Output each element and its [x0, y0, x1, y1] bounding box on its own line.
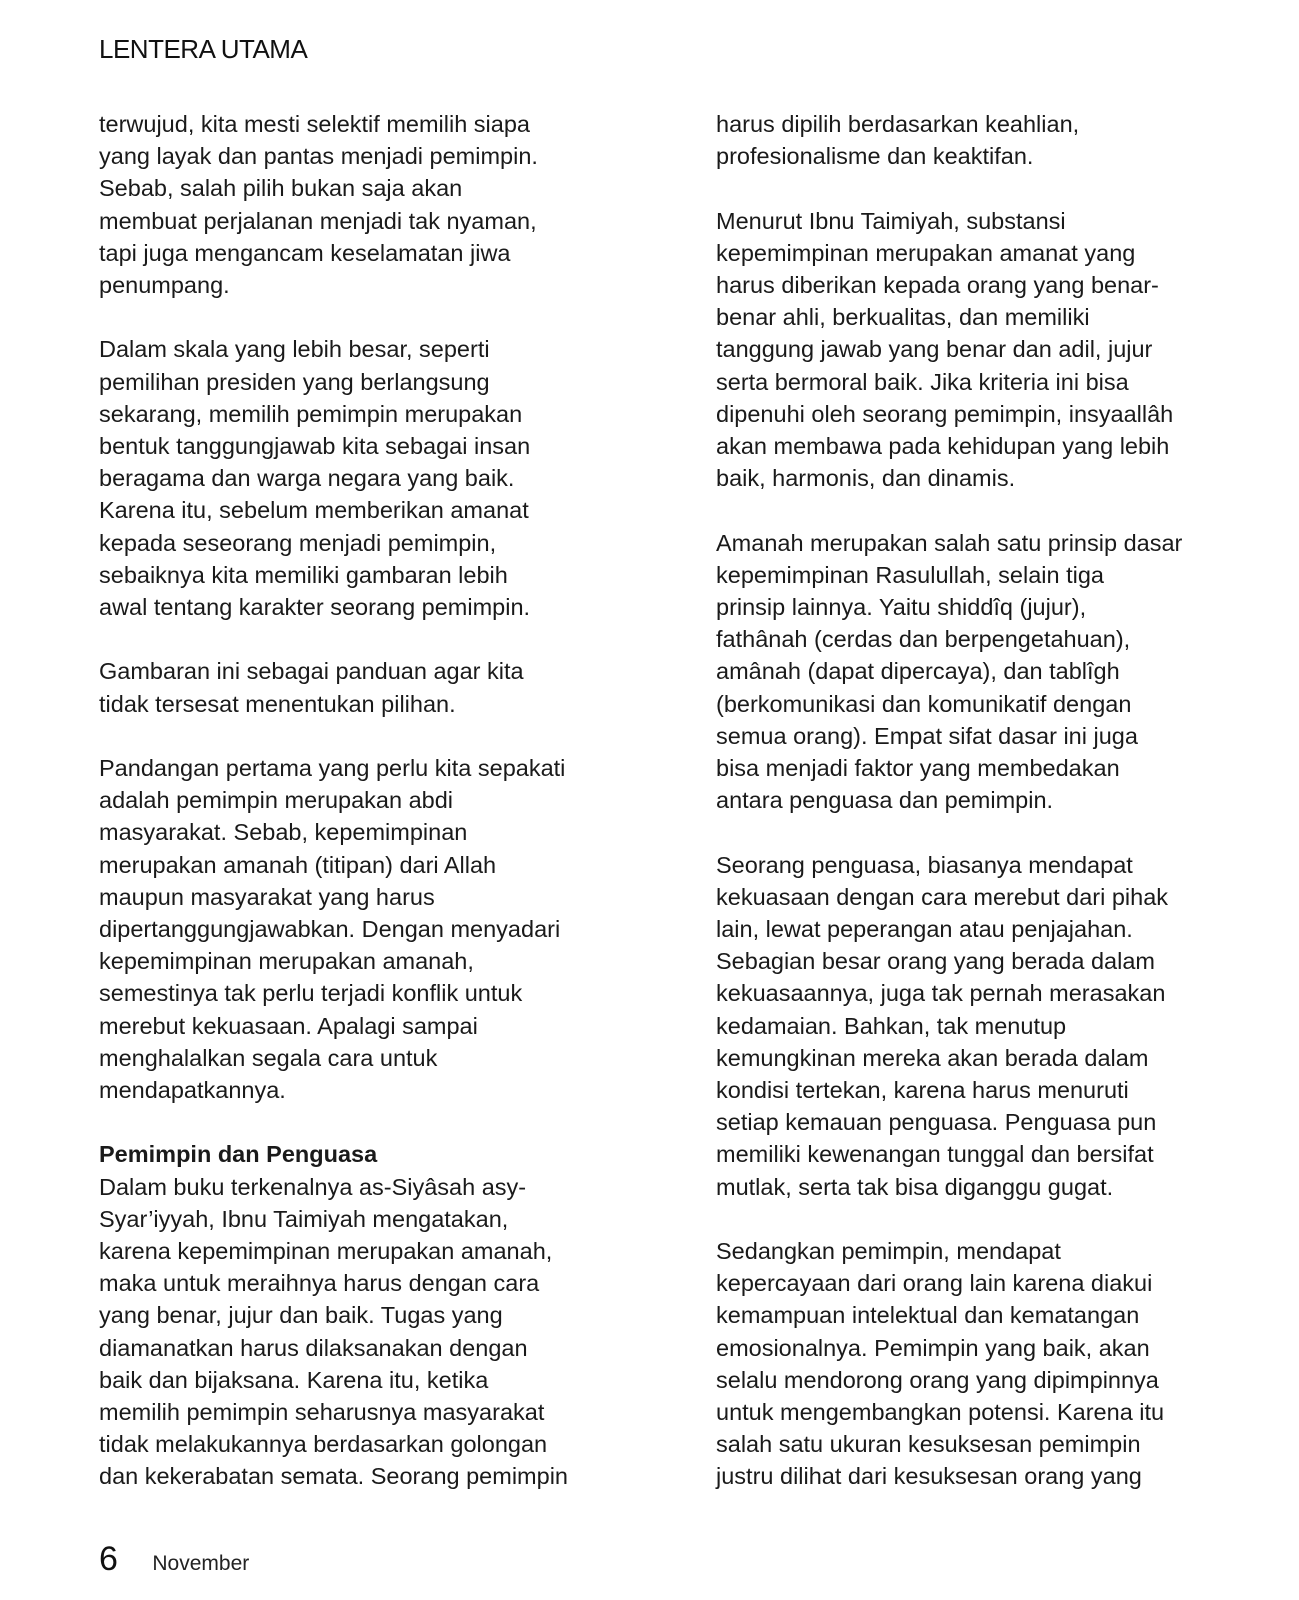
text-line: kemungkinan mereka akan berada dalam: [716, 1044, 1149, 1071]
text-line: semestinya tak perlu terjadi konflik untuk: [99, 980, 523, 1007]
text-line: membuat perjalanan menjadi tak nyaman,: [99, 207, 537, 234]
text-line: justru dilihat dari kesuksesan orang yang: [716, 1463, 1142, 1490]
text-line: antara penguasa dan pemimpin.: [716, 787, 1054, 814]
text-line: kepemimpinan Rasulullah, selain tiga: [716, 561, 1104, 588]
text-line: semua orang). Empat sifat dasar ini juga: [716, 722, 1138, 749]
text-line: lain, lewat peperangan atau penjajahan.: [716, 916, 1133, 943]
text-line: masyarakat. Sebab, kepemimpinan: [99, 819, 468, 846]
paragraph: [716, 108, 1246, 172]
section-heading: Pemimpin dan Penguasa: [99, 1141, 378, 1168]
text-line: Amanah merupakan salah satu prinsip dasar: [716, 529, 1183, 556]
paragraph: [99, 108, 619, 301]
text-line: dipenuhi oleh seorang pemimpin, insyaallâh: [716, 400, 1174, 427]
text-line: emosionalnya. Pemimpin yang baik, akan: [716, 1334, 1150, 1361]
paragraph: [716, 527, 1246, 817]
page-number: 6: [99, 1540, 118, 1578]
text-line: sekarang, memilih pemimpin merupakan: [99, 400, 523, 427]
text-line: kekuasaan dengan cara merebut dari pihak: [716, 883, 1169, 910]
text-line: dan kekerabatan semata. Seorang pemimpin: [99, 1463, 568, 1490]
text-line: Gambaran ini sebagai panduan agar kita: [99, 658, 524, 685]
text-line: selalu mendorong orang yang dipimpinnya: [716, 1366, 1159, 1393]
text-line: adalah pemimpin merupakan abdi: [99, 787, 454, 814]
text-line: harus dipilih berdasarkan keahlian,: [716, 111, 1080, 137]
text-line: amânah (dapat dipercaya), dan tablîgh: [716, 658, 1120, 685]
text-line: kepemimpinan merupakan amanah,: [99, 948, 474, 975]
paragraph: [716, 205, 1246, 495]
text-line: beragama dan warga negara yang baik.: [99, 465, 515, 492]
text-line: (berkomunikasi dan komunikatif dengan: [716, 690, 1132, 717]
issue-month: November: [152, 1552, 250, 1575]
text-line: salah satu ukuran kesuksesan pemimpin: [716, 1431, 1141, 1458]
section: [99, 1138, 619, 1492]
text-line: baik dan bijaksana. Karena itu, ketika: [99, 1366, 489, 1393]
paragraph: [716, 849, 1246, 1203]
text-line: setiap kemauan penguasa. Penguasa pun: [716, 1109, 1157, 1136]
text-line: kekuasaannya, juga tak pernah merasakan: [716, 980, 1166, 1007]
text-line: harus diberikan kepada orang yang benar-: [716, 272, 1159, 298]
text-line: akan membawa pada kehidupan yang lebih: [716, 433, 1170, 460]
text-line: mutlak, serta tak bisa diganggu gugat.: [716, 1173, 1114, 1200]
text-line: sebaiknya kita memiliki gambaran lebih: [99, 561, 508, 588]
text-line: pemilihan presiden yang berlangsung: [99, 368, 490, 395]
text-line: untuk mengembangkan potensi. Karena itu: [716, 1399, 1165, 1426]
text-line: kondisi tertekan, karena harus menuruti: [716, 1077, 1129, 1104]
text-line: mendapatkannya.: [99, 1077, 286, 1104]
text-line: fathânah (cerdas dan berpengetahuan),: [716, 626, 1131, 653]
text-line: terwujud, kita mesti selektif memilih siapa: [99, 111, 530, 137]
paragraph: [99, 655, 619, 719]
text-line: karena kepemimpinan merupakan amanah,: [99, 1238, 553, 1265]
text-line: memiliki kewenangan tunggal dan bersifat: [716, 1141, 1154, 1168]
text-line: serta bermoral baik. Jika kriteria ini bisa: [716, 368, 1129, 395]
text-line: tapi juga mengancam keselamatan jiwa: [99, 239, 511, 266]
text-line: Seorang penguasa, biasanya mendapat: [716, 851, 1133, 878]
text-line: kedamaian. Bahkan, tak menutup: [716, 1012, 1067, 1039]
text-line: menghalalkan segala cara untuk: [99, 1044, 438, 1071]
text-line: Dalam buku terkenalnya as-Siyâsah asy-: [99, 1173, 527, 1200]
text-line: bentuk tanggungjawab kita sebagai insan: [99, 433, 531, 460]
text-line: yang layak dan pantas menjadi pemimpin.: [99, 143, 538, 170]
text-line: Menurut Ibnu Taimiyah, substansi: [716, 207, 1066, 234]
text-line: tidak tersesat menentukan pilihan.: [99, 690, 456, 717]
text-line: Dalam skala yang lebih besar, seperti: [99, 336, 490, 363]
running-header: LENTERA UTAMA: [99, 34, 308, 64]
left-column: [99, 108, 619, 1525]
text-line: dipertanggungjawabkan. Dengan menyadari: [99, 916, 561, 943]
text-line: Syar’iyyah, Ibnu Taimiyah mengatakan,: [99, 1205, 509, 1232]
text-line: Pandangan pertama yang perlu kita sepakati: [99, 755, 566, 782]
text-line: bisa menjadi faktor yang membedakan: [716, 755, 1120, 782]
text-line: Sedangkan pemimpin, mendapat: [716, 1238, 1061, 1265]
text-line: memilih pemimpin seharusnya masyarakat: [99, 1399, 545, 1426]
text-line: Sebagian besar orang yang berada dalam: [716, 948, 1155, 975]
text-line: prinsip lainnya. Yaitu shiddîq (jujur),: [716, 594, 1087, 621]
text-line: maka untuk meraihnya harus dengan cara: [99, 1270, 540, 1297]
text-line: maupun masyarakat yang harus: [99, 883, 435, 910]
paragraph: [99, 752, 619, 1106]
text-line: tidak melakukannya berdasarkan golongan: [99, 1431, 548, 1458]
text-line: merebut kekuasaan. Apalagi sampai: [99, 1012, 478, 1039]
text-line: awal tentang karakter seorang pemimpin.: [99, 594, 531, 621]
text-line: Sebab, salah pilih bukan saja akan: [99, 175, 463, 202]
text-line: Karena itu, sebelum memberikan amanat: [99, 497, 529, 524]
text-line: tanggung jawab yang benar dan adil, jujur: [716, 336, 1153, 363]
text-line: baik, harmonis, dan dinamis.: [716, 465, 1016, 492]
text-line: kepemimpinan merupakan amanat yang: [716, 239, 1136, 266]
text-line: profesionalisme dan keaktifan.: [716, 143, 1034, 170]
text-line: merupakan amanah (titipan) dari Allah: [99, 851, 497, 878]
paragraph: [716, 1235, 1246, 1493]
page-footer: [99, 1540, 249, 1579]
text-line: penumpang.: [99, 272, 230, 299]
text-line: kemampuan intelektual dan kematangan: [716, 1302, 1140, 1329]
text-line: kepada seseorang menjadi pemimpin,: [99, 529, 497, 556]
text-line: kepercayaan dari orang lain karena diakui: [716, 1270, 1153, 1297]
paragraph: [99, 333, 619, 623]
right-column: [716, 108, 1246, 1525]
text-line: benar ahli, berkualitas, dan memiliki: [716, 304, 1090, 331]
text-line: yang benar, jujur dan baik. Tugas yang: [99, 1302, 503, 1329]
text-line: diamanatkan harus dilaksanakan dengan: [99, 1334, 528, 1361]
